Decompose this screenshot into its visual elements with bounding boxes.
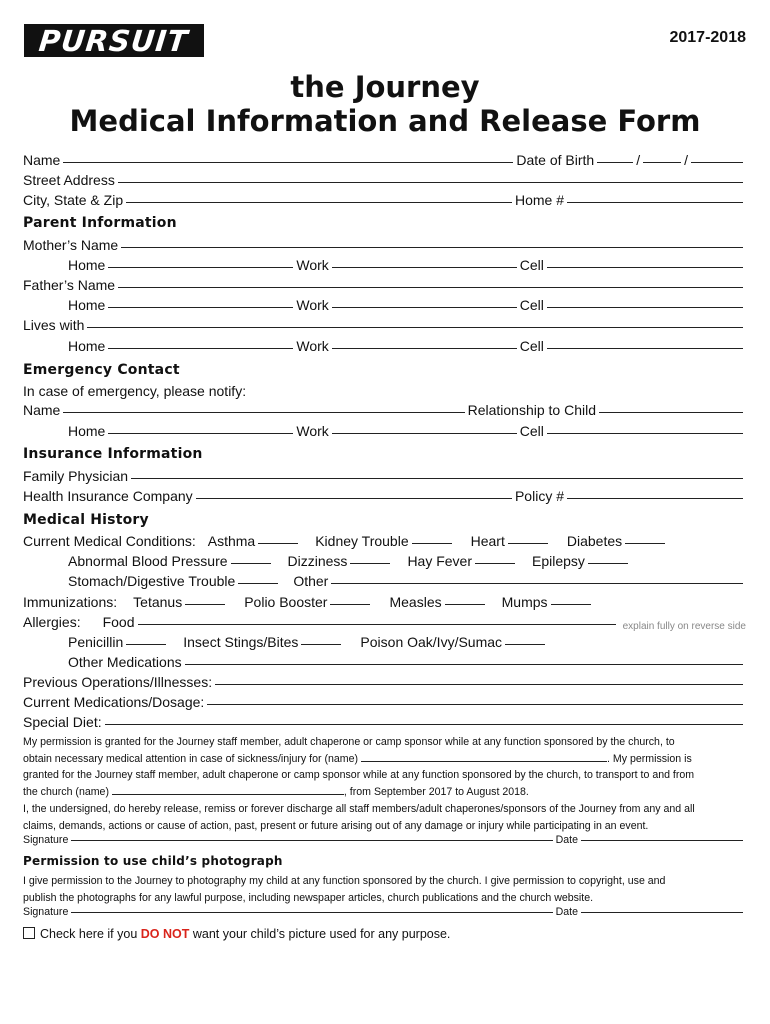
home-label: Home [68,338,106,354]
previous-row [23,674,746,694]
relationship-field[interactable] [599,412,743,413]
insurance-company-field[interactable] [196,498,512,499]
conditions-row-3 [68,573,746,593]
release-signature-field[interactable] [71,840,552,841]
allergies-row-2 [68,634,746,654]
penicillin-field[interactable] [126,644,166,645]
tetanus-label: Tetanus [133,594,183,610]
father-cell-field[interactable] [547,307,743,308]
emergency-home-field[interactable] [108,433,293,434]
cell-label: Cell [519,338,544,354]
father-phones-row [68,297,746,317]
release-line-3: granted for the Journey staff member, adult chaperone or camp sponsor while at any function sponsored by the church, to transport to and from [23,769,695,782]
polio-label: Polio Booster [244,594,328,610]
notify-text: In case of emergency, please notify: [23,383,247,399]
pursuit-logo [24,24,204,57]
work-label: Work [296,257,329,273]
hayfever-field[interactable] [475,563,515,564]
father-label: Father’s Name [23,277,116,293]
physician-row [23,468,746,488]
work-label: Work [296,423,329,439]
optout-checkbox[interactable] [23,927,35,939]
previous-label: Previous Operations/Illnesses: [23,674,213,690]
date-label: Date [555,906,578,918]
father-row [23,277,746,297]
release-line-2 [23,751,746,768]
polio-field[interactable] [330,604,370,605]
stomach-label: Stomach/Digestive Trouble [68,573,236,589]
kidney-field[interactable] [412,543,452,544]
policy-label: Policy # [514,488,564,504]
father-home-field[interactable] [108,307,293,308]
child-name-field[interactable] [361,751,607,762]
relationship-label: Relationship to Child [467,402,596,418]
heart-label: Heart [470,533,505,549]
insect-field[interactable] [301,644,341,645]
father-field[interactable] [118,287,743,288]
insect-label: Insect Stings/Bites [183,634,299,650]
cell-label: Cell [519,423,544,439]
stomach-field[interactable] [238,583,278,584]
immunizations-label: Immunizations: [23,594,118,610]
home-label: Home [68,257,106,273]
home-number-label: Home # [514,192,564,208]
epilepsy-field[interactable] [588,563,628,564]
mother-home-field[interactable] [108,267,293,268]
dob-month-field[interactable] [597,162,633,163]
street-label: Street Address [23,172,115,188]
lives-with-phones-row [68,338,746,358]
epilepsy-label: Epilepsy [532,553,585,569]
emergency-name-row [23,402,746,422]
other-meds-label: Other Medications [68,654,182,670]
photo-signature-field[interactable] [71,912,552,913]
photo-line-1: I give permission to the Journey to photography my child at any function sponsored by the church. I give permission to copyright, use and [23,875,666,887]
release-signature-row [23,834,746,854]
release-line-1: My permission is granted for the Journey staff member, adult chaperone or camp sponsor while at any function sponsored by the church, to [23,736,675,748]
form-title-line1: the Journey [290,70,480,104]
emergency-heading: Emergency Contact [23,362,180,378]
photo-paragraph [23,873,746,906]
mother-label: Mother’s Name [23,237,119,253]
dob-slash: / [684,152,688,168]
kidney-label: Kidney Trouble [315,533,409,549]
other-field[interactable] [331,583,743,584]
cell-label: Cell [519,257,544,273]
dob-day-field[interactable] [643,162,681,163]
signature-label: Signature [23,834,69,846]
diet-row [23,714,746,734]
do-not-text: DO NOT [140,927,190,941]
release-text: , from September 2017 to August 2018. [343,786,529,799]
dob-label: Date of Birth [516,152,595,168]
photo-signature-row [23,906,746,926]
asthma-label: Asthma [207,533,256,549]
mother-row [23,237,746,257]
emergency-name-label: Name [23,402,61,418]
release-text: obtain necessary medical attention in case of sickness/injury for (name) [23,752,359,765]
insurance-heading: Insurance Information [23,446,203,462]
lives-with-field[interactable] [87,327,743,328]
conditions-row [23,533,746,553]
other-label: Other [293,573,329,589]
food-allergy-field[interactable] [138,624,616,625]
poison-field[interactable] [505,644,545,645]
lives-with-label: Lives with [23,317,85,333]
other-meds-field[interactable] [185,664,743,665]
dizziness-field[interactable] [350,563,390,564]
mumps-label: Mumps [501,594,548,610]
mother-phones-row [68,257,746,277]
conditions-row-2 [68,553,746,573]
work-label: Work [296,297,329,313]
asthma-field[interactable] [258,543,298,544]
heart-field[interactable] [508,543,548,544]
lives-with-cell-field[interactable] [547,348,743,349]
father-work-field[interactable] [332,307,517,308]
cell-label: Cell [519,297,544,313]
current-meds-field[interactable] [207,704,743,705]
city-label: City, State & Zip [23,192,124,208]
measles-label: Measles [389,594,442,610]
abp-field[interactable] [231,563,271,564]
form-title-line2: Medical Information and Release Form [69,104,701,138]
photo-heading: Permission to use child’s photograph [23,854,283,868]
insurance-company-row [23,488,746,508]
penicillin-label: Penicillin [68,634,124,650]
hayfever-label: Hay Fever [407,553,473,569]
allergies-row [23,614,746,634]
logo-text: PURSUIT [37,23,191,58]
conditions-label: Current Medical Conditions: [23,533,196,549]
lives-with-work-field[interactable] [332,348,517,349]
street-row [23,172,746,192]
dob-slash: / [636,152,641,168]
poison-label: Poison Oak/Ivy/Sumac [360,634,503,650]
immunizations-row [23,594,746,614]
physician-label: Family Physician [23,468,129,484]
lives-with-row [23,317,746,337]
work-label: Work [296,338,329,354]
release-paragraph [23,734,746,834]
dob-year-field[interactable] [691,162,743,163]
tetanus-field[interactable] [185,604,225,605]
home-label: Home [68,423,106,439]
allergies-label: Allergies: [23,614,81,630]
release-text: . My permission is [607,752,692,765]
mother-field[interactable] [121,247,743,248]
signature-label: Signature [23,906,69,918]
photo-optout-row [23,926,746,946]
release-date-field[interactable] [581,840,743,841]
abp-label: Abnormal Blood Pressure [68,553,228,569]
diet-field[interactable] [105,724,743,725]
physician-field[interactable] [131,478,743,479]
release-line-4 [23,784,746,801]
diet-label: Special Diet: [23,714,102,730]
emergency-work-field[interactable] [332,433,517,434]
emergency-name-field[interactable] [63,412,464,413]
mother-work-field[interactable] [332,267,517,268]
optout-text-pre: Check here if you [40,927,138,941]
release-line-6: claims, demands, actions or cause of action, past, present or future arising out of any damage or injury while participating in an event. [23,819,649,832]
current-meds-row [23,694,746,714]
home-label: Home [68,297,106,313]
policy-field[interactable] [567,498,743,499]
other-meds-row [68,654,746,674]
explain-note: explain fully on reverse side [622,621,746,632]
street-field[interactable] [118,182,743,183]
dizziness-label: Dizziness [287,553,348,569]
release-text: the church (name) [23,786,109,799]
name-row [23,152,746,172]
diabetes-field[interactable] [625,543,665,544]
notify-row [23,383,746,403]
date-label: Date [555,834,578,846]
insurance-company-label: Health Insurance Company [23,488,193,504]
emergency-phones-row [68,423,746,443]
measles-field[interactable] [445,604,485,605]
mumps-field[interactable] [551,604,591,605]
current-meds-label: Current Medications/Dosage: [23,694,205,710]
lives-with-home-field[interactable] [108,348,293,349]
city-row [23,192,746,212]
home-number-field[interactable] [567,202,743,203]
mother-cell-field[interactable] [547,267,743,268]
emergency-cell-field[interactable] [547,433,743,434]
name-label: Name [23,152,61,168]
diabetes-label: Diabetes [566,533,623,549]
medical-heading: Medical History [23,512,149,528]
name-field[interactable] [63,162,513,163]
food-label: Food [102,614,135,630]
photo-line-2: publish the photographs for any lawful purpose, including newspaper articles, church publications and the church website. [23,891,594,904]
photo-date-field[interactable] [581,912,743,913]
release-line-5: I, the undersigned, do hereby release, remiss or forever discharge all staff members/adult chaperones/sponsors of the Journey from any and all [23,802,695,815]
city-field[interactable] [126,202,512,203]
transport-name-field[interactable] [112,784,344,795]
form-year: 2017-2018 [669,29,746,46]
previous-field[interactable] [215,684,743,685]
parent-heading: Parent Information [23,215,177,231]
optout-text-post: want your child’s picture used for any purpose. [192,927,451,941]
